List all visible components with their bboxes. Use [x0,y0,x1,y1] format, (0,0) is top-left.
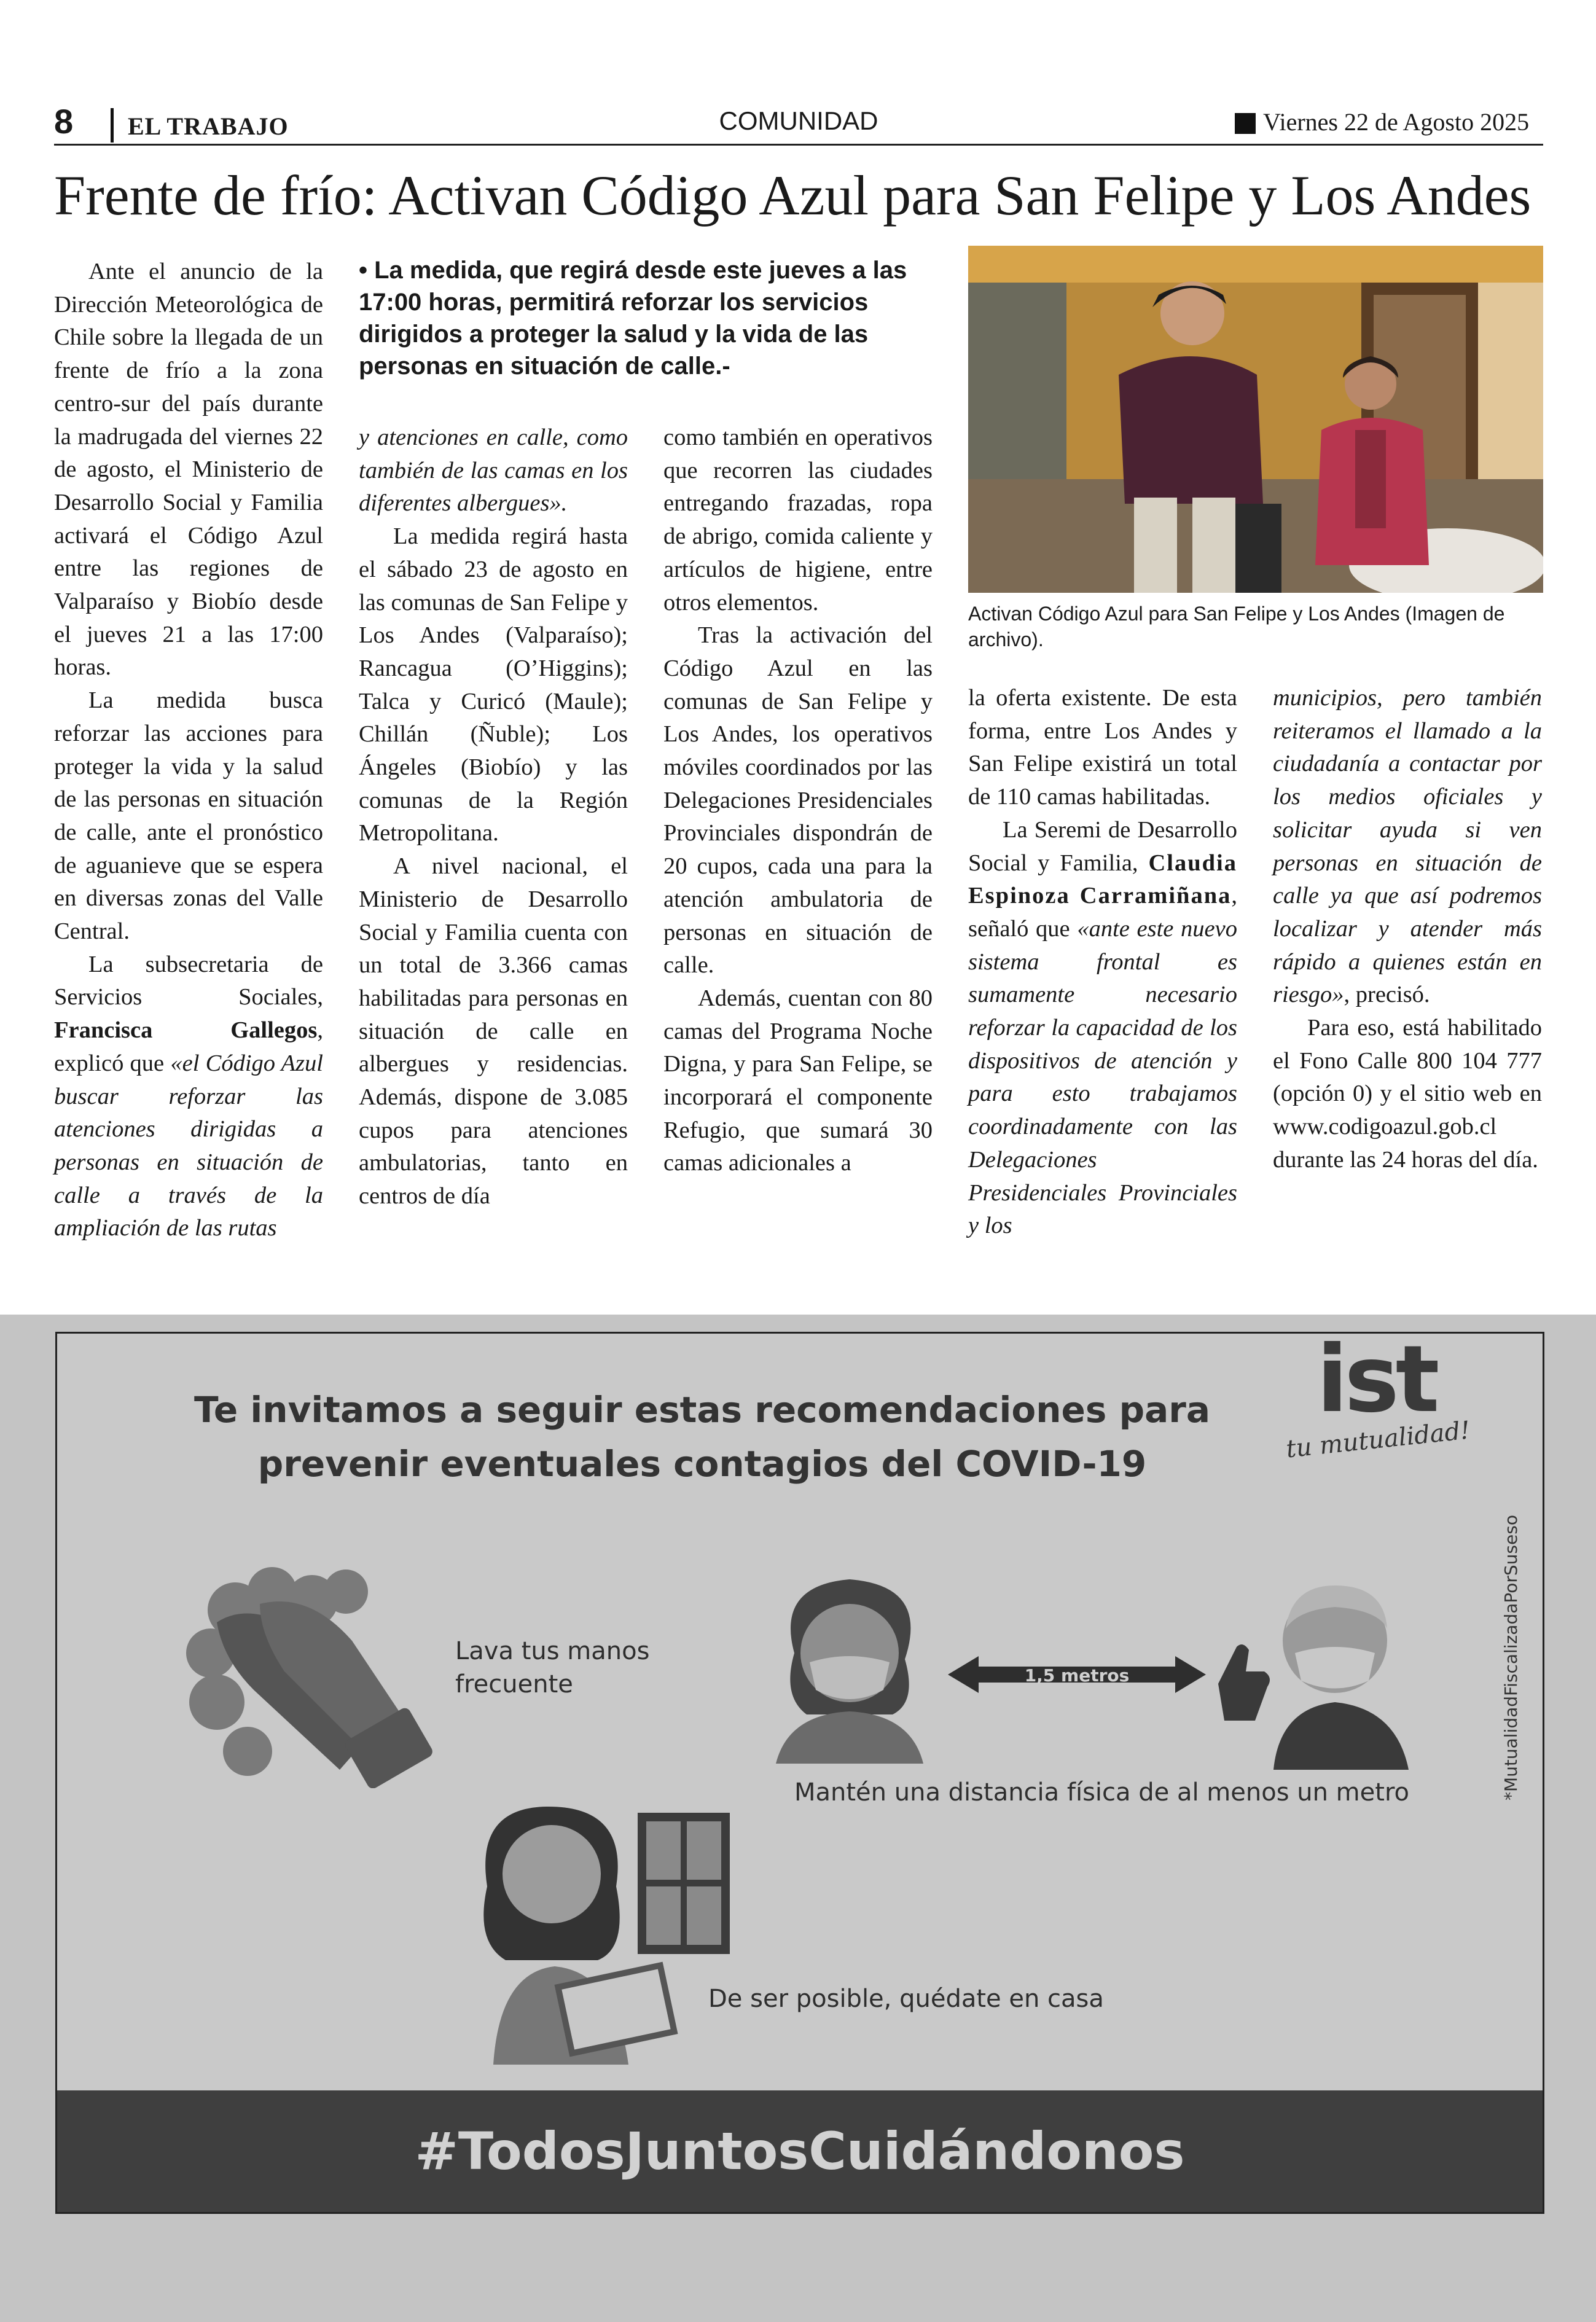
article-column-5 [1273,682,1542,1177]
hands-label: Lava tus manos frecuente [455,1637,650,1698]
header-divider [111,108,114,143]
home-label: De ser posible, quédate en casa [708,1985,1104,2013]
page-number: 8 [54,102,74,141]
paragraph: La medida regirá hasta el sábado 23 de agosto en las comunas de San Felipe y Los Andes (Valparaíso); Rancagua (O’Higgins); Talca y Curicó (Maule); Chillán (Ñuble); Los Ángeles (Biobío) y las comunas de la Región Metropolitana. [359,523,628,846]
section-name: COMUNIDAD [719,106,878,135]
article-column-4 [968,682,1237,1243]
window-icon [638,1813,730,1954]
paragraph: Además, cuentan con 80 camas del Programa Noche Digna, y para San Felipe, se incorporará el componente Refugio, que sumará 30 camas adicionales a [663,985,933,1176]
paragraph: La Seremi de Desarrollo Social y Familia, Claudia Espinoza Carramiñana, señaló que «ante este nuevo sistema frontal es sumamente necesario reforzar la capacidad de los dispositivos de atención y para esto trabajamos coordinadamente con las Delegaciones Presidenciales Provinciales y los [968,816,1237,1239]
person-name: Claudia Espinoza Carramiñana [968,850,1237,909]
quote: municipios, pero también reiteramos el llamado a la ciudadanía a contactar por los medios oficiales y solicitar ayuda si ven personas en situación de calle ya que así podremos localizar y atender más rápido a quienes están en riesgo», precisó. [1273,685,1542,1008]
ad-hashtag: #TodosJuntosCuidándonos [415,2121,1185,2181]
article-column-1 [54,256,323,1245]
elderly-person-with-mask-icon [1206,1573,1427,1770]
quote: «el Código Azul buscar reforzar las atenciones dirigidas a personas en situación de calle a través de la ampliación de las rutas [54,1050,323,1241]
distance-label: Mantén una distancia física de al menos un metro [794,1778,1409,1807]
article-headline: Frente de frío: Activan Código Azul para San Felipe y Los Andes [54,164,1531,227]
paragraph: A nivel nacional, el Ministerio de Desarrollo Social y Familia cuenta con un total de 3.366 camas habilitadas para personas en situación de calle en albergues y residencias. Además, dispone de 3.085 cupos para atenciones ambulatorias, tanto en centros de día [359,853,628,1210]
paragraph: La medida busca reforzar las acciones para proteger la vida y la salud de las personas en situación de calle, ante el pronóstico de aguanieve que se espera en diversas zonas del Valle Central. [54,687,323,945]
covid-advertisement [55,1332,1544,2214]
washing-hands-icon [180,1567,444,1788]
distance-value: 1,5 metros [1024,1665,1130,1686]
article-column-3 [663,421,933,1180]
header-rule [54,144,1543,146]
quote: y atenciones en calle, como también de las camas en los diferentes albergues». [359,424,628,517]
person-with-mask-icon [751,1561,948,1764]
photo-caption: Activan Código Azul para San Felipe y Los Andes (Imagen de archivo). [968,603,1505,651]
article-deck: • La medida, que regirá desde este jueves a las 17:00 horas, permitirá reforzar los servicios dirigidos a proteger la salud y la vida de las personas en situación de calle.- [359,257,907,380]
quote: «ante este nuevo sistema frontal es sumamente necesario reforzar la capacidad de los dispositivos de atención y para esto trabajamos coordinadamente con las Delegaciones Presidenciales Provinciales y los [968,915,1237,1239]
ad-title: Te invitamos a seguir estas recomendaciones para prevenir eventuales contagios del COVID-19 [194,1389,1210,1485]
paragraph: como también en operativos que recorren las ciudades entregando frazadas, ropa de abrigo, comida caliente y artículos de higiene, entre otros elementos. [663,424,933,616]
ist-logo: ist [1316,1332,1436,1433]
newspaper-name: EL TRABAJO [128,112,289,140]
issue-date: Viernes 22 de Agosto 2025 [1263,108,1530,136]
double-arrow-icon [948,1653,1206,1696]
article-column-2 [359,421,628,1213]
paragraph: la oferta existente. De esta forma, entre Los Andes y San Felipe existirá un total de 110 camas habilitadas. [968,685,1237,810]
paragraph: Para eso, está habilitado el Fono Calle 800 104 777 (opción 0) y el sitio web en www.codigoazul.gob.cl durante las 24 horas del día. [1273,1015,1542,1173]
paragraph: La subsecretaria de Servicios Sociales, Francisca Gallegos, explicó que «el Código Azul buscar reforzar las atenciones dirigidas a personas en situación de calle a través de la ampliación de las rutas [54,951,323,1241]
article-photo [968,246,1543,593]
side-note: *MutualidadFiscalizadaPorSuseso [1501,1515,1521,1800]
paragraph: Tras la activación del Código Azul en las comunas de San Felipe y Los Andes, los operativos móviles coordinados por las Delegaciones Presidenciales Provinciales dispondrán de 20 cupos, cada una para la atención ambulatoria de personas en situación de calle. [663,622,933,979]
ist-tagline: tu mutualidad! [1285,1416,1472,1464]
square-bullet-icon [1235,113,1256,134]
person-name: Francisca Gallegos [54,1017,318,1044]
paragraph: Ante el anuncio de la Dirección Meteorológica de Chile sobre la llegada de un frente de frío a la zona centro-sur del país durante la madrugada del viernes 22 de agosto, el Ministerio de Desarrollo Social y Familia activará el Código Azul entre las regiones de Valparaíso y Biobío desde el jueves 21 a las 17:00 horas. [54,259,323,681]
